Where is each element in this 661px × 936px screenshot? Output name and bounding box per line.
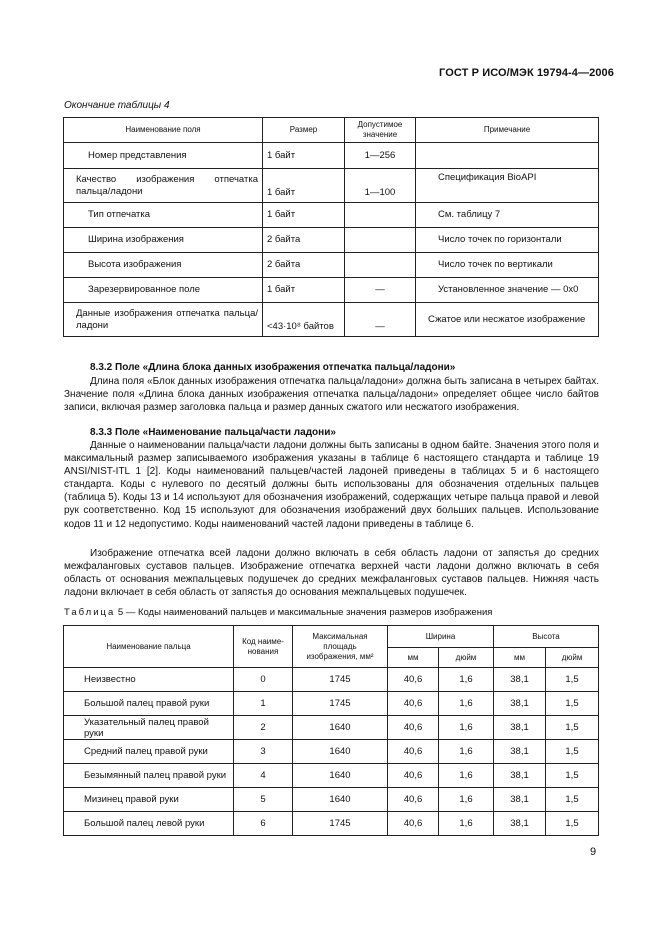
table5-cell-w-in: 1,6 (439, 716, 494, 740)
table5-header-code: Код наиме- нования (234, 626, 293, 668)
table4-cell-size: 1 байт (263, 143, 345, 169)
table4-cell-size: 1 байт (263, 278, 345, 303)
document-header: ГОСТ Р ИСО/МЭК 19794-4—2006 (439, 67, 614, 79)
table5-cell-w-in: 1,6 (439, 764, 494, 788)
table5-cell-area: 1640 (293, 764, 388, 788)
table5-header-width-mm: мм (388, 648, 439, 668)
table4-cell-size: 1 байт (263, 203, 345, 228)
table4-cell-allowed (345, 253, 416, 278)
table5-body (64, 668, 599, 836)
table4-cell-allowed (345, 203, 416, 228)
table5-cell-name: Большой палец правой руки (64, 692, 234, 716)
table5-header-width-inch: дюйм (439, 648, 494, 668)
table5-cell-name: Неизвестно (64, 668, 234, 692)
table5-cell-h-in: 1,5 (546, 788, 599, 812)
table5-cell-w-in: 1,6 (439, 788, 494, 812)
table4-cell-allowed (345, 228, 416, 253)
table5-cell-h-in: 1,5 (546, 764, 599, 788)
table5-cell-h-in: 1,5 (546, 692, 599, 716)
table-row (64, 764, 599, 788)
table4-cell-name: Ширина изображения (64, 228, 263, 253)
table5-cell-code: 6 (234, 812, 293, 836)
table4-cell-note: Число точек по вертикали (416, 253, 599, 278)
table-row (64, 740, 599, 764)
table5-cell-w-in: 1,6 (439, 668, 494, 692)
table5-cell-w-mm: 40,6 (388, 716, 439, 740)
table5-cell-w-mm: 40,6 (388, 692, 439, 716)
table4-cell-allowed: 1—100 (345, 169, 416, 203)
table5-cell-w-in: 1,6 (439, 740, 494, 764)
section-832-text: Длина поля «Блок данных изображения отпечатка пальца/ладони» должна быть записана в четырех байтах. Значение поля «Длина блока данных изображения отпечатка пальца/ладони» определяет общее число байтов записи, включая размер заголовка пальца и размер данных сжатого или несжатого изображения. (64, 376, 599, 414)
table5-header-height-mm: мм (494, 648, 546, 668)
table4-cell-name: Номер представления (64, 143, 263, 169)
table4-caption: Окончание таблицы 4 (64, 100, 170, 111)
section-833-text1: Данные о наименовании пальца/части ладони должны быть записаны в одном байте. Значения этого поля и максимальный размер записываемого изображения указаны в таблице 6 настоящего стандарта и таблице 19 ANSI/NIST-ITL 1 [2]. Коды наименований пальцев/частей ладоней приведены в таблицах 5 и 6 настоящего стандарта. Коды с нулевого по десятый должны быть использованы для обозначения отдельных пальцев (таблица 5). Коды 13 и 14 используют для обозначения изображений, содержащих четыре пальца правой и левой рук соответственно. Код 15 используют для обозначения изображений двух больших пальцев. Использование кодов 11 и 12 недопустимо. Коды наименований частей ладони приведены в таблице 6. (64, 440, 599, 530)
table5-cell-area: 1745 (293, 812, 388, 836)
table4-cell-note: См. таблицу 7 (416, 203, 599, 228)
table4-cell-note (416, 143, 599, 169)
table-row (64, 812, 599, 836)
table5-cell-h-mm: 38,1 (494, 788, 546, 812)
table5-cell-h-in: 1,5 (546, 716, 599, 740)
table5-cell-area: 1745 (293, 692, 388, 716)
table4-header-allowed (345, 118, 416, 143)
table5-cell-h-mm: 38,1 (494, 764, 546, 788)
table5-header-width: Ширина (388, 626, 494, 648)
table4-cell-allowed: 1—256 (345, 143, 416, 169)
table-row (64, 228, 599, 253)
table-row (64, 278, 599, 303)
table4 (63, 117, 599, 337)
table5-caption-text: 5 — Коды наименований пальцев и максимальные значения размеров изображения (117, 607, 493, 618)
section-832-heading (90, 361, 600, 374)
table-row (64, 203, 599, 228)
table5-cell-name: Указательный палец правой руки (64, 716, 234, 740)
table5-cell-w-in: 1,6 (439, 692, 494, 716)
section-833 (90, 426, 600, 439)
table4-header-name: Наименование поля (64, 118, 263, 143)
section-832-heading-text: 8.3.2 Поле «Длина блока данных изображения отпечатка пальца/ладони» (90, 362, 456, 373)
table5 (63, 625, 599, 836)
table5-header-row (64, 626, 599, 648)
table4-header-size: Размер (263, 118, 345, 143)
table-row (64, 169, 599, 203)
table5-cell-code: 3 (234, 740, 293, 764)
table4-header-allowed-line1: Допустимое (357, 120, 403, 129)
table5-cell-h-mm: 38,1 (494, 812, 546, 836)
table4-cell-name: Данные изображения отпечатка пальца/ладони (64, 303, 263, 337)
table-row (64, 143, 599, 169)
table5-cell-h-in: 1,5 (546, 740, 599, 764)
table4-header-allowed-line2: значение (362, 130, 398, 139)
table5-cell-code: 4 (234, 764, 293, 788)
table5-cell-code: 2 (234, 716, 293, 740)
table5-cell-w-mm: 40,6 (388, 740, 439, 764)
section-833-text2: Изображение отпечатка всей ладони должно включать в себя область ладони от запястья до средних межфаланговых суставов пальцев. Изображение отпечатка верхней части ладони должно включать в себя область от основания межпальцевых подушечек до средних межфаланговых суставов пальцев. Нижняя часть ладони включает в себя область от запястья до основания межпальцевых подушечек. (64, 548, 599, 599)
table-row (64, 668, 599, 692)
page-number: 9 (590, 846, 597, 858)
table5-cell-code: 1 (234, 692, 293, 716)
table5-cell-name: Мизинец правой руки (64, 788, 234, 812)
table5-cell-name: Средний палец правой руки (64, 740, 234, 764)
table4-cell-allowed: — (345, 303, 416, 337)
table-row (64, 716, 599, 740)
table4-cell-name: Качество изображения отпечатка пальца/ладони (64, 169, 263, 203)
table5-header-height-inch: дюйм (546, 648, 599, 668)
table5-cell-area: 1640 (293, 740, 388, 764)
table5-cell-w-in: 1,6 (439, 812, 494, 836)
table4-cell-size: 1 байт (263, 169, 345, 203)
table5-cell-code: 0 (234, 668, 293, 692)
table5-header-height: Высота (494, 626, 599, 648)
table5-cell-area: 1640 (293, 716, 388, 740)
table5-cell-h-in: 1,5 (546, 812, 599, 836)
section-832 (90, 361, 600, 374)
table5-cell-w-mm: 40,6 (388, 668, 439, 692)
table4-cell-name: Высота изображения (64, 253, 263, 278)
table5-caption (64, 607, 492, 618)
table5-cell-w-mm: 40,6 (388, 812, 439, 836)
table5-header-name: Наименование пальца (64, 626, 234, 668)
table4-cell-note: Число точек по горизонтали (416, 228, 599, 253)
table5-cell-w-mm: 40,6 (388, 764, 439, 788)
table-row (64, 788, 599, 812)
table-row (64, 303, 599, 337)
table5-cell-name: Большой палец левой руки (64, 812, 234, 836)
table4-header-row (64, 118, 599, 143)
table5-cell-code: 5 (234, 788, 293, 812)
table4-cell-name: Тип отпечатка (64, 203, 263, 228)
table4-cell-size: 2 байта (263, 228, 345, 253)
table5-cell-h-mm: 38,1 (494, 740, 546, 764)
table4-cell-size: 2 байта (263, 253, 345, 278)
table4-cell-note: Установленное значение — 0x0 (416, 278, 599, 303)
table-row (64, 253, 599, 278)
table4-cell-name: Зарезервированное поле (64, 278, 263, 303)
table5-cell-h-mm: 38,1 (494, 668, 546, 692)
table4-cell-size: <43·10⁸ байтов (263, 303, 345, 337)
table5-cell-w-mm: 40,6 (388, 788, 439, 812)
table-row (64, 692, 599, 716)
table5-cell-area: 1745 (293, 668, 388, 692)
table5-cell-h-in: 1,5 (546, 668, 599, 692)
table5-cell-name: Безымянный палец правой руки (64, 764, 234, 788)
table4-cell-note: Спецификация BioAPI (416, 169, 599, 203)
table4-cell-allowed: — (345, 278, 416, 303)
table5-cell-area: 1640 (293, 788, 388, 812)
table5-header-area: Максимальная площадь изображения, мм² (293, 626, 388, 668)
table4-header-note: Примечание (416, 118, 599, 143)
table5-cell-h-mm: 38,1 (494, 716, 546, 740)
table5-cell-h-mm: 38,1 (494, 692, 546, 716)
section-833-heading: 8.3.3 Поле «Наименование пальца/части ладони» (90, 427, 336, 438)
table4-cell-note: Сжатое или несжатое изображение (416, 303, 599, 337)
table5-caption-label: Таблица (64, 607, 116, 618)
